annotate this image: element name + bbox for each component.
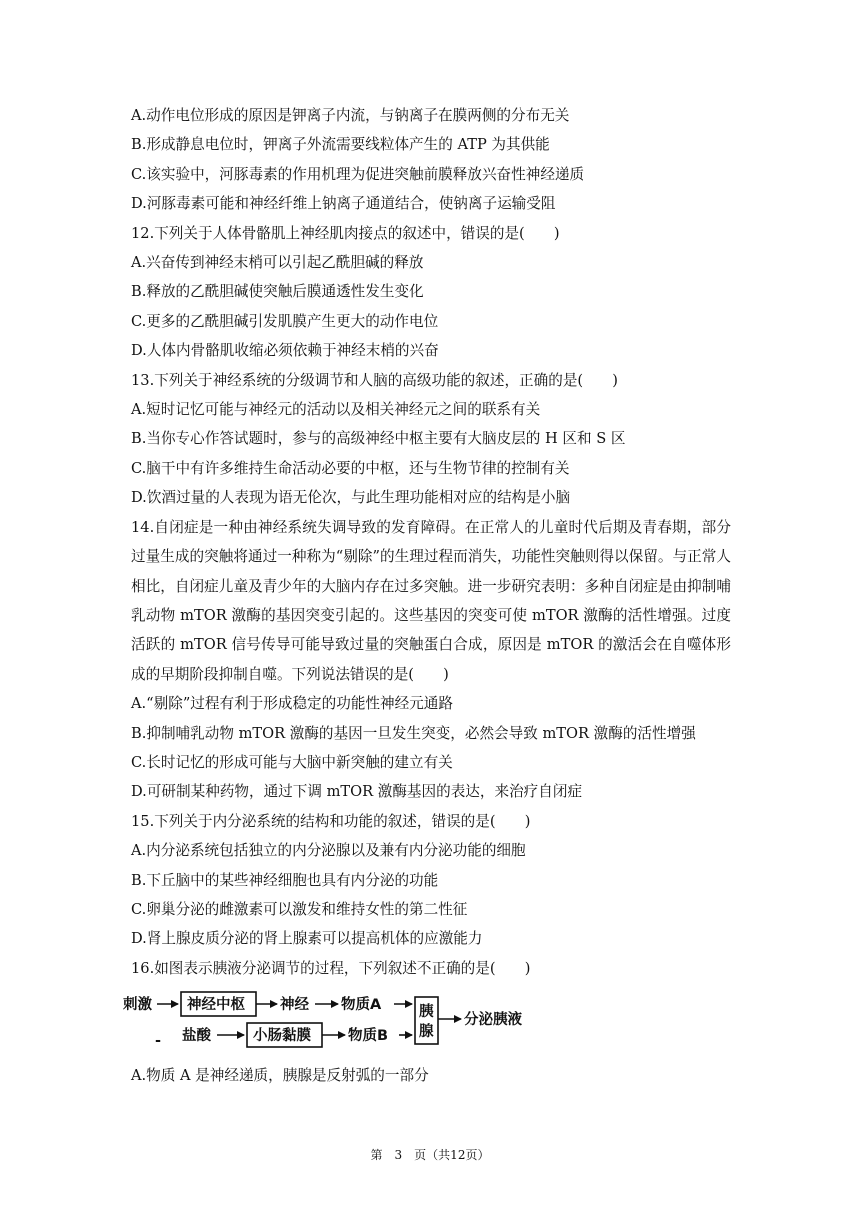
q12-option-a: A.兴奋传到神经末梢可以引起乙酰胆碱的释放 bbox=[131, 254, 424, 272]
q14-option-c: C.长时记忆的形成可能与大脑中新突触的建立有关 bbox=[131, 753, 453, 771]
q12-stem: 12.下列关于人体骨骼肌上神经肌肉接点的叙述中，错误的是( ) bbox=[131, 224, 560, 242]
q15-option-c: C.卵巢分泌的雌激素可以激发和维持女性的第二性征 bbox=[131, 900, 468, 918]
question-16 bbox=[123, 954, 731, 1091]
q13-stem: 13.下列关于神经系统的分级调节和人脑的高级功能的叙述，正确的是( ) bbox=[131, 371, 619, 389]
q11-option-a: A.动作电位形成的原因是钾离子内流，与钠离子在膜两侧的分布无关 bbox=[131, 107, 570, 124]
q14-option-a: A.“剔除”过程有利于形成稳定的功能性神经元通路 bbox=[131, 695, 453, 713]
q11-option-c: C.该实验中，河豚毒素的作用机理为促进突触前膜释放兴奋性神经递质 bbox=[131, 165, 585, 183]
q14-option-b: B.抑制哺乳动物 mTOR 激酶的基因一旦发生突变，必然会导致 mTOR 激酶的活性增强 bbox=[131, 724, 696, 742]
q12-option-b: B.释放的乙酰胆碱使突触后膜通透性发生变化 bbox=[131, 283, 424, 301]
page-content bbox=[123, 101, 731, 1091]
nerve-center-label: 神经中枢 bbox=[187, 997, 245, 1014]
acid-label: 盐酸 bbox=[182, 1028, 211, 1045]
stimulus-label: 刺激 bbox=[123, 997, 152, 1014]
q15-stem: 15.下列关于内分泌系统的结构和功能的叙述，错误的是( ) bbox=[131, 812, 531, 830]
question-14 bbox=[131, 513, 731, 807]
q11-options bbox=[131, 101, 731, 219]
pancreas-char-2: 腺 bbox=[419, 1024, 434, 1041]
q15-option-b: B.下丘脑中的某些神经细胞也具有内分泌的功能 bbox=[131, 871, 439, 889]
substance-b-label: 物质B bbox=[348, 1028, 389, 1045]
q16-option-a: A.物质 A 是神经递质，胰腺是反射弧的一部分 bbox=[131, 1067, 429, 1085]
question-15 bbox=[131, 807, 731, 954]
substance-a-label: 物质A bbox=[341, 997, 382, 1014]
stray-mark: - bbox=[155, 1033, 162, 1050]
q14-stem: 14.自闭症是一种由神经系统失调导致的发育障碍。在正常人的儿童时代后期及青春期，部分过量生成的突触将通过一种称为“剔除”的生理过程而消失，功能性突触则得以保留。与正常人相比，自闭症儿童及青少年的大脑内存在过多突触。进一步研究表明：多种自闭症是由抑制哺乳动物 mTOR 激酶的基因突变引起的。这些基因的突变可使 mTOR 激酶的活性增强。过度活跃的 mTOR 信号传导可能导致过量的突触蛋白合成，原因是 mTOR 的激活会在自噬体形成的早期阶段抑制自噬。下列说法错误的是( ) bbox=[131, 518, 731, 683]
question-12 bbox=[131, 219, 731, 366]
q13-option-d: D.饮酒过量的人表现为语无伦次，与此生理功能相对应的结构是小脑 bbox=[131, 489, 571, 507]
q11-option-b: B.形成静息电位时，钾离子外流需要线粒体产生的 ATP 为其供能 bbox=[131, 136, 550, 154]
pancreas-regulation-diagram bbox=[123, 983, 731, 1061]
q16-stem: 16.如图表示胰液分泌调节的过程，下列叙述不正确的是( ) bbox=[131, 959, 531, 977]
q14-option-d: D.可研制某种药物，通过下调 mTOR 激酶基因的表达，来治疗自闭症 bbox=[131, 783, 583, 801]
question-13 bbox=[131, 366, 731, 513]
q15-option-a: A.内分泌系统包括独立的内分泌腺以及兼有内分泌功能的细胞 bbox=[131, 842, 526, 860]
page-footer: 第 3 页（共12页） bbox=[370, 1148, 490, 1162]
nerve-label: 神经 bbox=[280, 997, 309, 1014]
q15-option-d: D.肾上腺皮质分泌的肾上腺素可以提高机体的应激能力 bbox=[131, 930, 483, 948]
diagram-svg bbox=[123, 983, 553, 1061]
q12-option-c: C.更多的乙酰胆碱引发肌膜产生更大的动作电位 bbox=[131, 312, 439, 330]
q12-option-d: D.人体内骨骼肌收缩必须依赖于神经末梢的兴奋 bbox=[131, 342, 439, 360]
q13-option-a: A.短时记忆可能与神经元的活动以及相关神经元之间的联系有关 bbox=[131, 401, 541, 419]
mucosa-label: 小肠黏膜 bbox=[253, 1028, 311, 1045]
q13-option-c: C.脑干中有许多维持生命活动必要的中枢，还与生物节律的控制有关 bbox=[131, 459, 570, 477]
output-label: 分泌胰液 bbox=[464, 1012, 522, 1029]
q11-option-d: D.河豚毒素可能和神经纤维上钠离子通道结合，使钠离子运输受阻 bbox=[131, 195, 556, 213]
q13-option-b: B.当你专心作答试题时，参与的高级神经中枢主要有大脑皮层的 H 区和 S 区 bbox=[131, 430, 626, 448]
pancreas-char-1: 胰 bbox=[419, 1004, 434, 1021]
